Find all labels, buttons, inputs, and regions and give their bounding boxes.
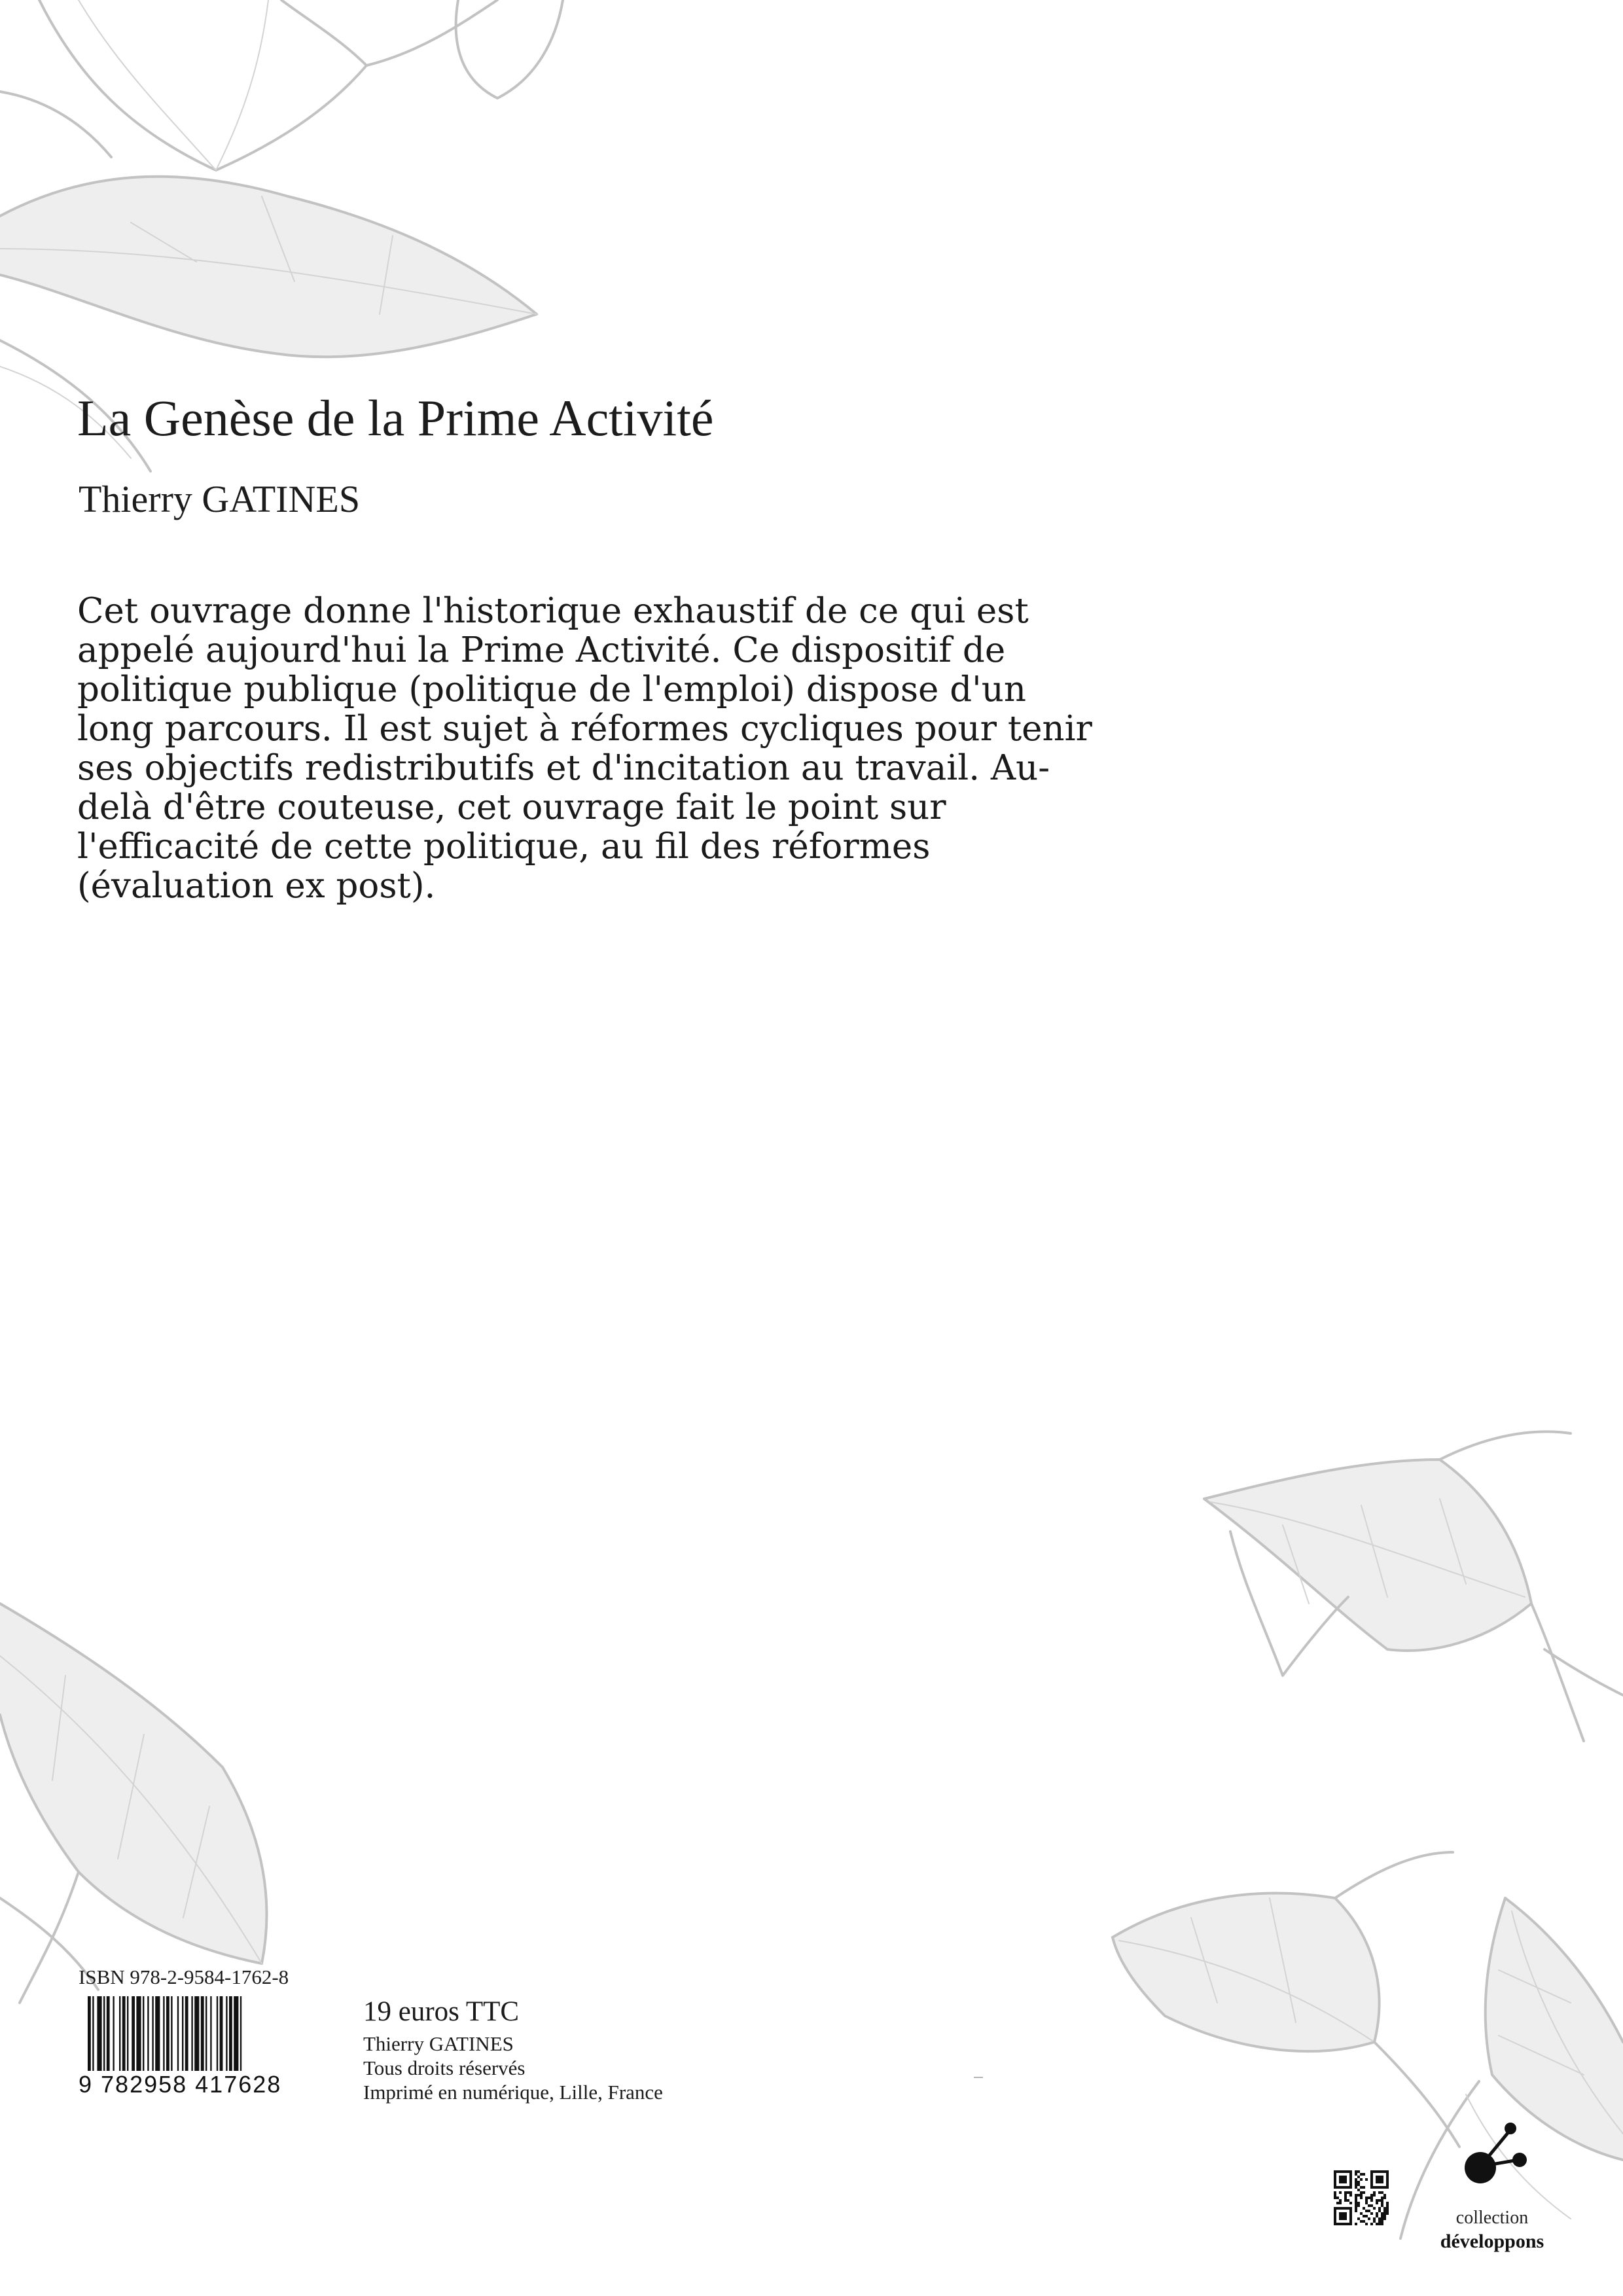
price: 19 euros TTC [363, 1996, 520, 2027]
barcode-digits: 9 782958 417628 [79, 2071, 282, 2098]
book-title: La Genèse de la Prime Activité [77, 389, 714, 446]
divider [974, 2077, 983, 2078]
isbn-label: ISBN 978-2-9584-1762-8 [79, 1965, 289, 1988]
blurb-line: delà d'être couteuse, cet ouvrage fait le point sur [77, 787, 946, 827]
imprint-printing: Imprimé en numérique, Lille, France [363, 2081, 663, 2104]
imprint-author: Thierry GATINES [363, 2032, 514, 2055]
blurb-line: (évaluation ex post). [77, 866, 436, 906]
collection-label: collection [1455, 2208, 1529, 2228]
imprint-block [363, 1998, 663, 2104]
imprint-rights: Tous droits réservés [363, 2056, 526, 2079]
blurb-line: long parcours. Il est sujet à réformes cycliques pour tenir [77, 709, 1092, 749]
blurb-line: l'efficacité de cette politique, au fil des réformes [77, 827, 931, 867]
book-author: Thierry GATINES [79, 478, 361, 520]
blurb-line: politique publique (politique de l'emploi) dispose d'un [77, 670, 1026, 709]
blurb-line: appelé aujourd'hui la Prime Activité. Ce dispositif de [77, 630, 1006, 670]
back-cover-blurb [77, 592, 1229, 906]
molecule-logo-icon [1448, 2119, 1533, 2191]
blurb-line: Cet ouvrage donne l'historique exhaustif de ce qui est [77, 591, 1029, 631]
collection-name: développons [1440, 2231, 1544, 2252]
blurb-line: ses objectifs redistributifs et d'incitation au travail. Au- [77, 748, 1050, 788]
qr-code-icon [1334, 2170, 1389, 2225]
